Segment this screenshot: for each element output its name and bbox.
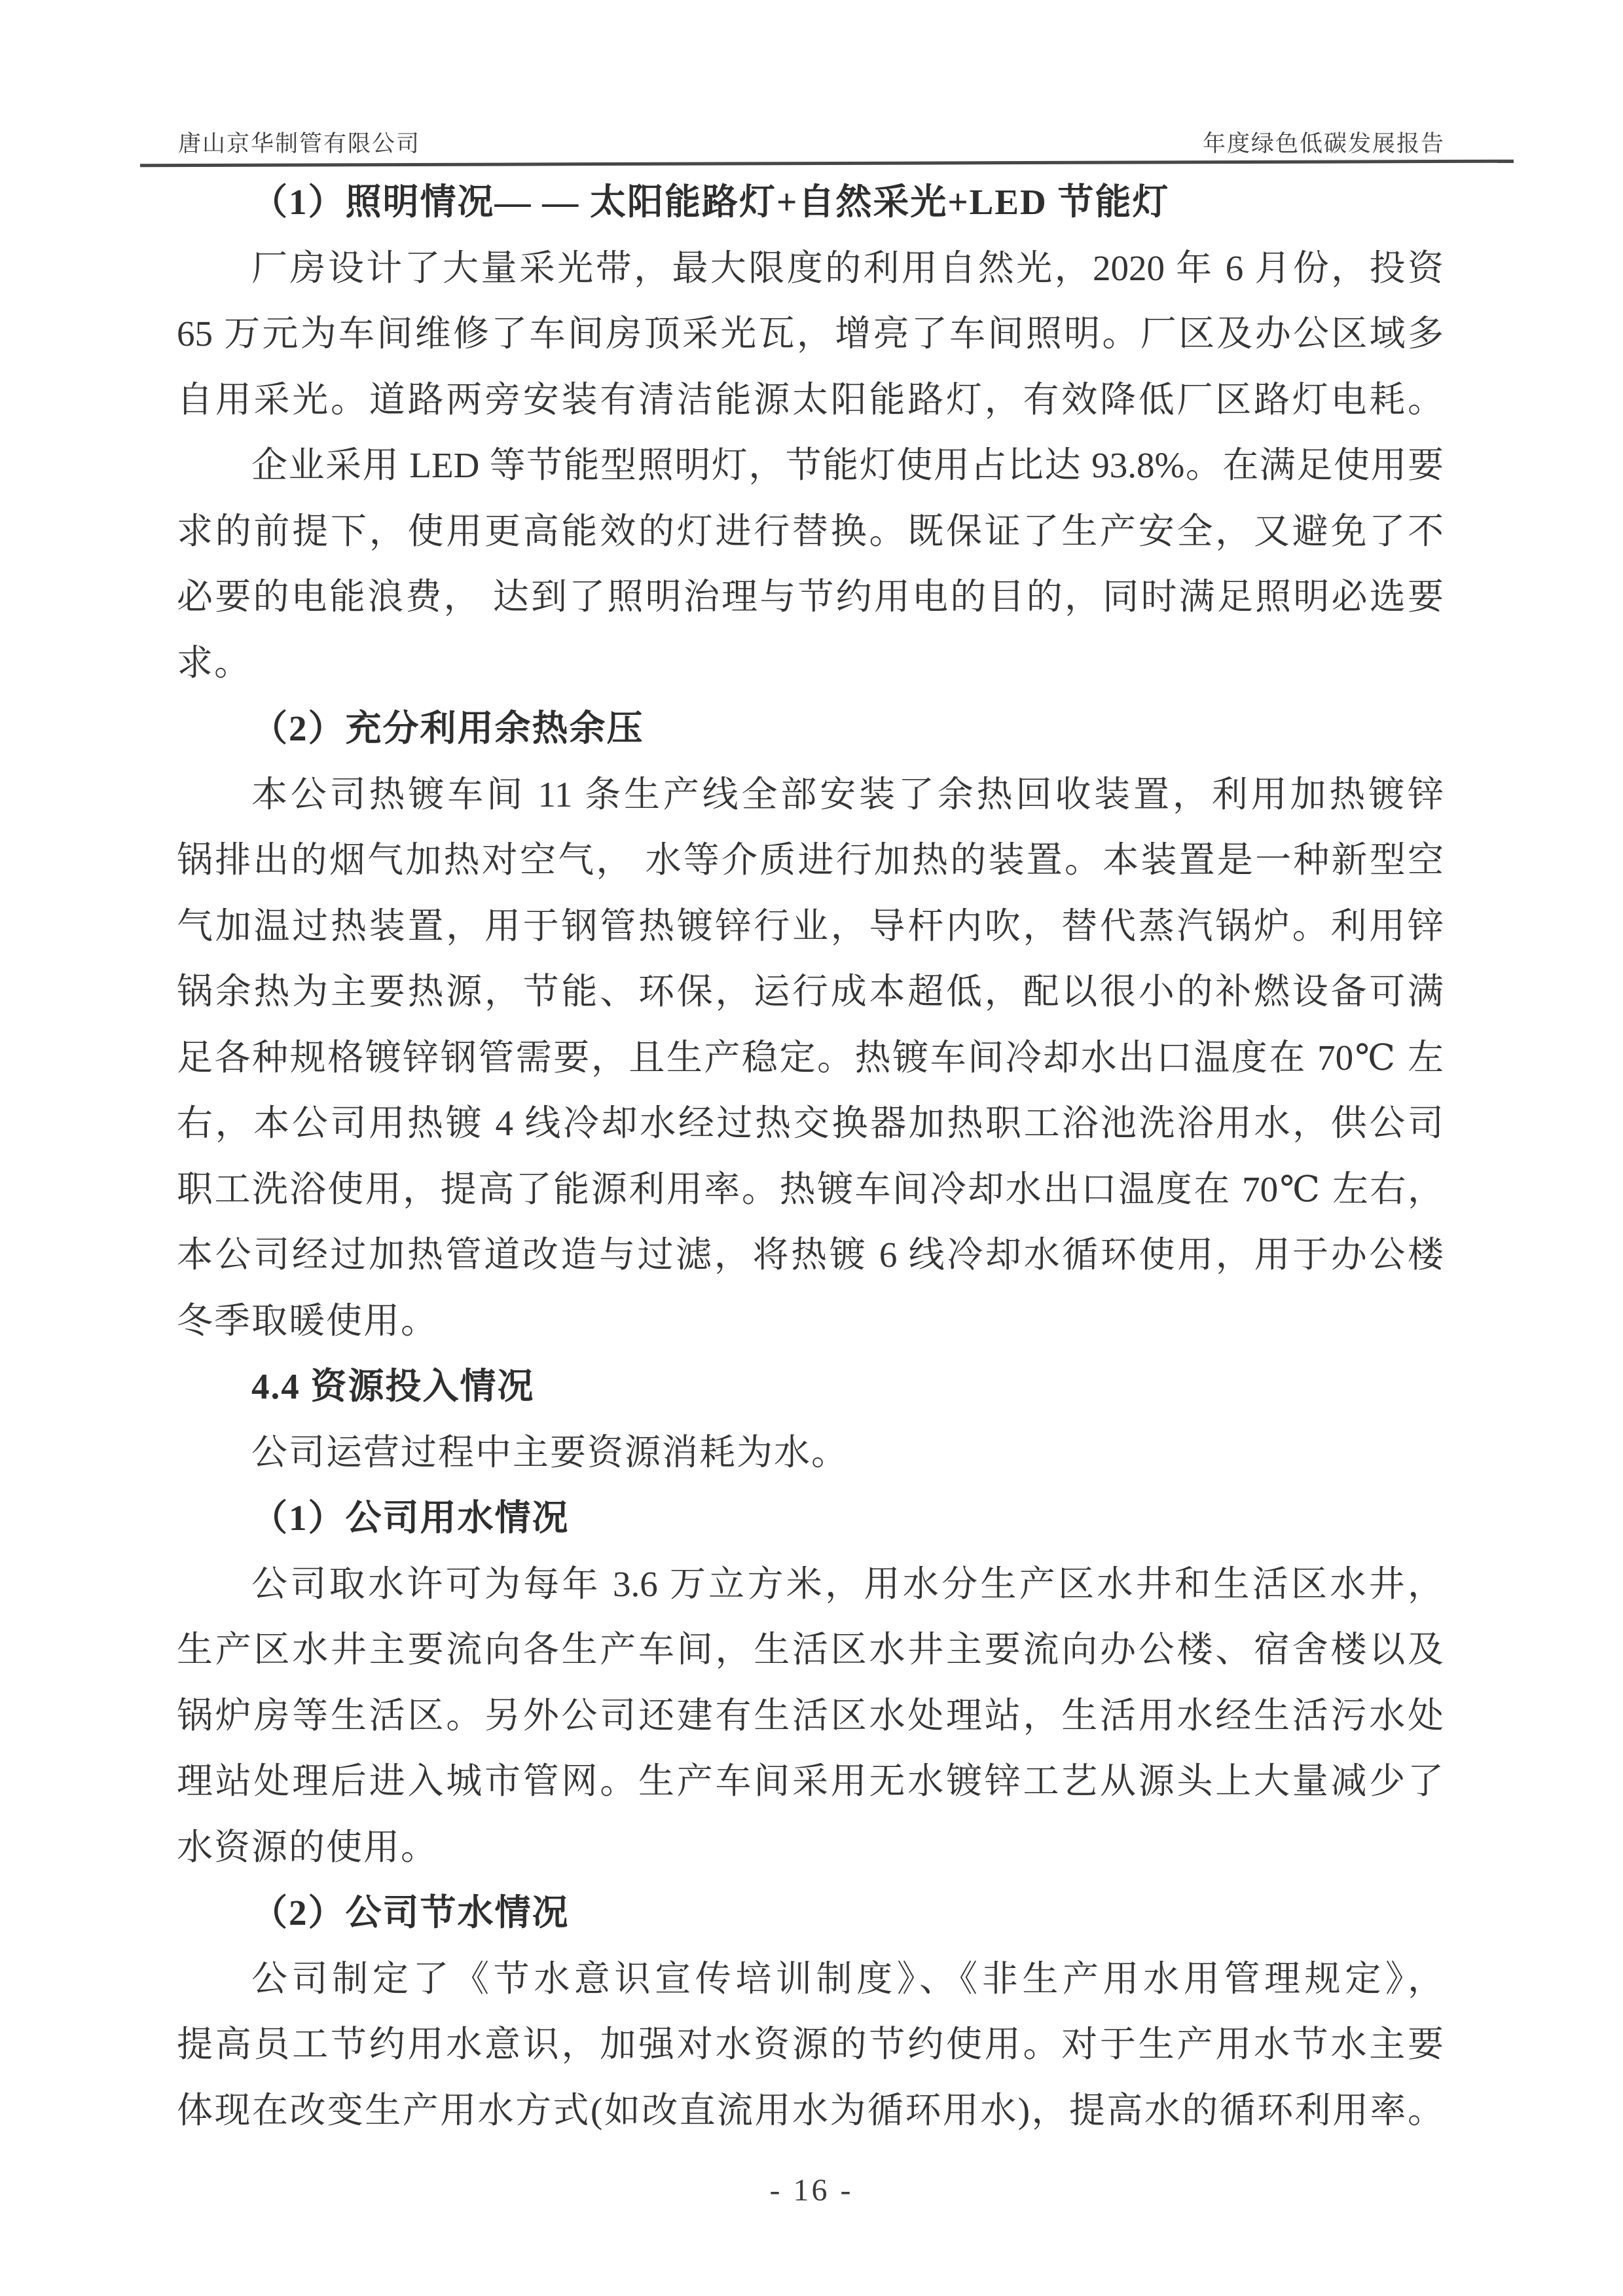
- heading-line: （2）充分利用余热余压: [251, 708, 644, 748]
- text-line: 提高员工节约用水意识，加强对水资源的节约使用。对于生产用水节水主要: [177, 2024, 1444, 2064]
- text-line: 自用采光。道路两旁安装有清洁能源太阳能路灯，有效降低厂区路灯电耗。: [177, 379, 1444, 420]
- text-line: 右，本公司用热镀 4 线冷却水经过热交换器加热职工浴池洗浴用水，供公司: [177, 1103, 1444, 1143]
- document-body: [177, 170, 1444, 2143]
- text-line: 体现在改变生产用水方式(如改直流用水为循环用水)，提高水的循环利用率。: [177, 2090, 1444, 2130]
- text-line: 求。: [177, 642, 252, 683]
- text-line: 水资源的使用。: [177, 1827, 439, 1867]
- text-line: 厂房设计了大量采光带，最大限度的利用自然光，2020 年 6 月份，投资: [251, 247, 1444, 288]
- text-line: 职工洗浴使用，提高了能源利用率。热镀车间冷却水出口温度在 70℃ 左右，: [177, 1169, 1444, 1209]
- text-line: 本公司热镀车间 11 条生产线全部安装了余热回收装置，利用加热镀锌: [251, 774, 1444, 814]
- heading-line: 4.4 资源投入情况: [251, 1366, 535, 1406]
- text-line: 锅余热为主要热源，节能、环保，运行成本超低，配以很小的补燃设备可满: [177, 972, 1444, 1011]
- text-line: 气加温过热装置，用于钢管热镀锌行业，导杆内吹，替代蒸汽锅炉。利用锌: [177, 905, 1444, 946]
- text-line: 公司制定了《节水意识宣传培训制度》、《非生产用水用管理规定》，: [251, 1958, 1444, 1999]
- text-line: 65 万元为车间维修了车间房顶采光瓦，增亮了车间照明。厂区及办公区域多: [177, 314, 1444, 354]
- text-line: 生产区水井主要流向各生产车间，生活区水井主要流向办公楼、宿舍楼以及: [177, 1630, 1444, 1669]
- heading-line: （1）照明情况— — 太阳能路灯+自然采光+LED 节能灯: [251, 182, 1170, 222]
- heading-line: （2）公司节水情况: [251, 1893, 570, 1933]
- text-line: 足各种规格镀锌钢管需要，且生产稳定。热镀车间冷却水出口温度在 70℃ 左: [177, 1037, 1444, 1078]
- text-line: 必要的电能浪费， 达到了照明治理与节约用电的目的，同时满足照明必选要: [177, 577, 1444, 617]
- header-report-title: 年度绿色低碳发展报告: [1202, 131, 1445, 156]
- header-company-name: 唐山京华制管有限公司: [178, 131, 421, 156]
- text-line: 求的前提下，使用更高能效的灯进行替换。既保证了生产安全，又避免了不: [177, 511, 1444, 551]
- text-line: 企业采用 LED 等节能型照明灯，节能灯使用占比达 93.8%。在满足使用要: [251, 445, 1444, 485]
- text-line: 公司运营过程中主要资源消耗为水。: [251, 1432, 849, 1472]
- text-line: 锅排出的烟气加热对空气， 水等介质进行加热的装置。本装置是一种新型空: [177, 840, 1444, 880]
- text-line: 公司取水许可为每年 3.6 万立方米，用水分生产区水井和生活区水井，: [251, 1563, 1444, 1604]
- text-line: 本公司经过加热管道改造与过滤，将热镀 6 线冷却水循环使用，用于办公楼: [177, 1235, 1444, 1275]
- text-line: 理站处理后进入城市管网。生产车间采用无水镀锌工艺从源头上大量减少了: [177, 1761, 1444, 1801]
- footer-page-number: - 16 -: [769, 2173, 854, 2208]
- heading-line: （1）公司用水情况: [251, 1498, 570, 1538]
- text-line: 锅炉房等生活区。另外公司还建有生活区水处理站，生活用水经生活污水处: [177, 1695, 1444, 1736]
- header-divider-rule: [140, 160, 1514, 168]
- text-line: 冬季取暖使用。: [177, 1300, 439, 1341]
